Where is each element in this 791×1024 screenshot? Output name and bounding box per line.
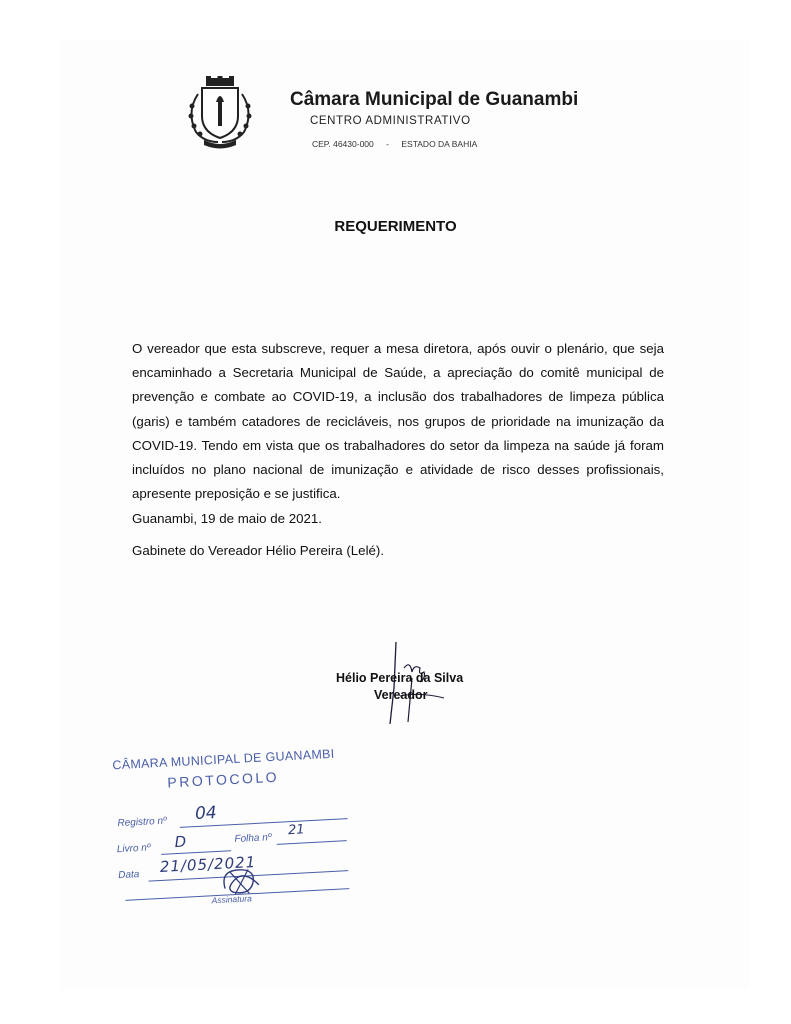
address-separator: - (386, 139, 389, 149)
department-name: CENTRO ADMINISTRATIVO (310, 115, 471, 127)
stamp-livro-value: D (174, 832, 187, 852)
signatory-role: Vereador (374, 688, 428, 702)
stamp-signature-scribble (218, 863, 266, 899)
stamp-folha-line (277, 840, 347, 845)
stamp-data-label: Data (117, 869, 140, 882)
stamp-institution: CÂMARA MUNICIPAL DE GUANAMBI (112, 746, 335, 773)
stamp-assinatura-label: Assinatura (211, 893, 253, 906)
address-line (312, 139, 487, 149)
postal-code: CEP. 46430-000 (312, 139, 374, 149)
state-name: ESTADO DA BAHIA (401, 139, 478, 149)
coat-of-arms-icon (180, 76, 260, 150)
protocol-stamp (106, 744, 364, 917)
institution-name: Câmara Municipal de Guanambi (290, 89, 579, 110)
stamp-data-value: 21/05/2021 (159, 852, 257, 876)
signatory-name: Hélio Pereira da Silva (336, 671, 464, 685)
stamp-livro-label: Livro nº (116, 842, 151, 856)
stamp-title: PROTOCOLO (167, 768, 280, 791)
stamp-registro-label: Registro nº (117, 815, 167, 830)
cabinet-line: Gabinete do Vereador Hélio Pereira (Lelé). (132, 543, 385, 558)
stamp-folha-value: 21 (287, 822, 306, 839)
document-body: O vereador que esta subscreve, requer a mesa diretora, após ouvir o plenário, que seja encaminhado a Secretaria Municipal de Saúde, a apreciação do comitê municipal de prevenção e combate ao COVID-19, a inclusão dos trabalhadores de limpeza pública (garis) e também catadores de recicláveis, nos grupos de prioridade na imunização da COVID-19. Tendo em vista que os trabalhadores do setor da limpeza na saúde já foram incluídos no plano nacional de imunização e atividade de risco desses profissionais, apresente preposição e se justifica. (132, 341, 664, 502)
date-line: Guanambi, 19 de maio de 2021. (132, 511, 322, 526)
document-title: REQUERIMENTO (334, 218, 457, 235)
stamp-registro-value: 04 (194, 802, 218, 825)
stamp-folha-label: Folha nº (234, 832, 272, 846)
